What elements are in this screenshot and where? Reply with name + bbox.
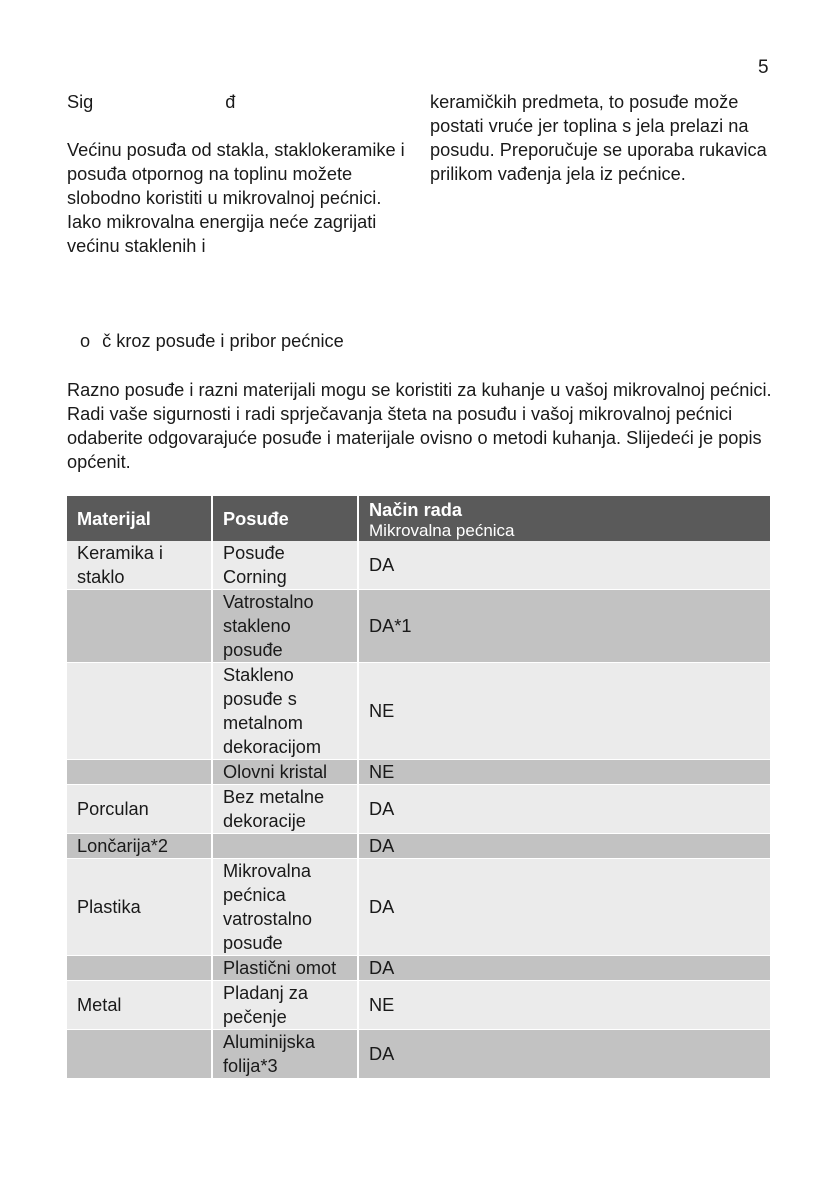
table-row — [67, 590, 770, 663]
safety-text-right: keramičkih predmeta, to posuđe može postati vruće jer toplina s jela prelazi na posudu. Preporučuje se uporaba rukavica prilikom vađenja jela iz pećnice. — [430, 92, 767, 184]
safety-heading-part2: đ — [225, 92, 236, 112]
overview-intro: Razno posuđe i razni materijali mogu se koristiti za kuhanje u vašoj mikrovalnoj pećnici. Radi vaše sigurnosti i radi sprječavanja šteta na posuđu i vašoj mikrovalnoj pećnici odaberite odgovarajuće posuđe i materijale ovisno o metodi kuhanja. Slijedeći je popis općenit. — [67, 380, 772, 472]
page-number: 5 — [758, 57, 769, 78]
safety-column-right — [430, 90, 775, 186]
table-row — [67, 785, 770, 834]
cell-cookware: Pladanj za pečenje — [212, 981, 358, 1030]
cookware-table — [67, 496, 770, 1079]
header-mode-title: Način rada — [369, 499, 462, 520]
overview-title-part1: o — [80, 331, 91, 351]
cell-mode: DA — [358, 785, 770, 834]
cell-material: Porculan — [67, 785, 212, 834]
table-row — [67, 859, 770, 956]
cell-material — [67, 956, 212, 981]
cell-mode: DA — [358, 1030, 770, 1079]
cell-cookware: Aluminijska folija*3 — [212, 1030, 358, 1079]
overview-title-part2: č kroz posuđe i pribor pećnice — [102, 331, 344, 351]
header-mode-subtitle: Mikrovalna pećnica — [369, 520, 515, 540]
table-header-row — [67, 496, 770, 541]
table-row — [67, 541, 770, 590]
header-cookware: Posuđe — [212, 496, 358, 541]
cell-mode: DA — [358, 859, 770, 956]
table-row — [67, 1030, 770, 1079]
cell-mode: DA — [358, 541, 770, 590]
header-mode — [358, 496, 770, 541]
cell-mode: NE — [358, 760, 770, 785]
cell-mode: NE — [358, 981, 770, 1030]
cell-material — [67, 760, 212, 785]
table-row — [67, 760, 770, 785]
safety-heading-part1: Sig — [67, 92, 94, 112]
cell-cookware: Mikrovalna pećnica vatrostalno posuđe — [212, 859, 358, 956]
cell-material: Lončarija*2 — [67, 834, 212, 859]
safety-column-left — [67, 90, 412, 258]
cell-cookware — [212, 834, 358, 859]
overview-title — [80, 329, 344, 353]
cell-material — [67, 590, 212, 663]
cell-cookware: Bez metalne dekoracije — [212, 785, 358, 834]
cell-material: Metal — [67, 981, 212, 1030]
table-row — [67, 834, 770, 859]
cell-material — [67, 663, 212, 760]
cell-cookware: Vatrostalno stakleno posuđe — [212, 590, 358, 663]
cell-mode: DA — [358, 834, 770, 859]
cell-material: Keramika i staklo — [67, 541, 212, 590]
cell-mode: DA*1 — [358, 590, 770, 663]
table-row — [67, 663, 770, 760]
cell-cookware: Plastični omot — [212, 956, 358, 981]
cell-mode: NE — [358, 663, 770, 760]
cell-cookware: Posuđe Corning — [212, 541, 358, 590]
table-row — [67, 981, 770, 1030]
safety-heading — [67, 90, 412, 114]
safety-text-left: Većinu posuđa od stakla, staklokeramike i posuđa otpornog na toplinu možete slobodno koristiti u mikrovalnoj pećnici. Iako mikrovalna energija neće zagrijati većinu staklenih i — [67, 140, 405, 256]
cell-cookware: Stakleno posuđe s metalnom dekoracijom — [212, 663, 358, 760]
table-row — [67, 956, 770, 981]
cell-material: Plastika — [67, 859, 212, 956]
cell-cookware: Olovni kristal — [212, 760, 358, 785]
cell-material — [67, 1030, 212, 1079]
cell-mode: DA — [358, 956, 770, 981]
header-material: Materijal — [67, 496, 212, 541]
